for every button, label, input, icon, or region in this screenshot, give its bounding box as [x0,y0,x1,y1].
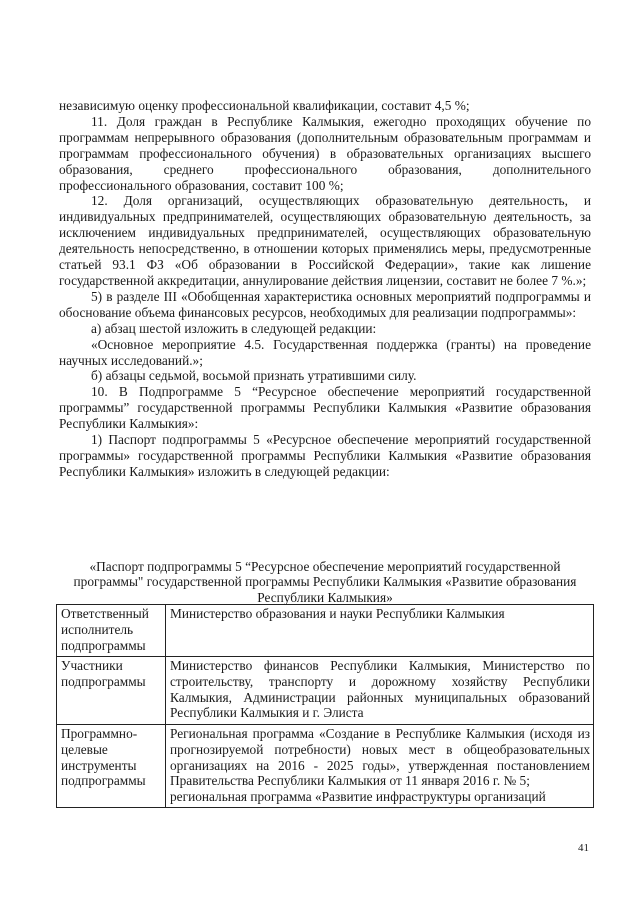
page-number: 41 [578,842,589,854]
paragraph-item-10: 10. В Подпрограмме 5 “Ресурсное обеспечение мероприятий государственной программы” государственной программы Республики Калмыкия «Развитие образования Республики Калмыкия»: [59,384,591,432]
table-row [57,656,594,724]
row-content [166,656,594,724]
row-label: Ответственный исполнитель подпрограммы [57,605,166,657]
passport-caption: «Паспорт подпрограммы 5 “Ресурсное обеспечение мероприятий государственной программы" государственной программы Республики Калмыкия «Развитие образования Республики Калмыкия» [73,559,577,605]
table-row [57,724,594,808]
paragraph-quote-4-5: «Основное мероприятие 4.5. Государственная поддержка (гранты) на проведение научных исследований.»; [59,336,591,368]
paragraph-item-12: 12. Доля организаций, осуществляющих образовательную деятельность, и индивидуальных предпринимателей, осуществляющих образовательную деятельность, за исключением индивидуальных предпринимателей, осуществляющих образовательную деятельность непосредственно, в отношении которых применялись меры, предусмотренные статьей 93.1 ФЗ «Об образовании в Российской Федерации», такие как лишение государственной аккредитации, аннулирование действия лицензии, составит не более 7 %.»; [59,193,591,288]
row-content [166,605,594,657]
paragraph-sub-a: а) абзац шестой изложить в следующей редакции: [91,320,377,336]
paragraph-section-iii: 5) в разделе III «Обобщенная характеристика основных мероприятий подпрограммы и обоснование объема финансовых ресурсов, необходимых для реализации подпрограммы»: [59,288,591,320]
paragraph-sub-b: б) абзацы седьмой, восьмой признать утратившими силу. [91,368,417,384]
row-content [166,724,594,808]
paragraph-1: независимую оценку профессиональной квалификации, составит 4,5 %; [59,98,470,113]
row-content-text: Министерство финансов Республики Калмыкия, Министерство по строительству, транспорту и дорожному хозяйству Республики Калмыкия, Администрации районных муниципальных образований Республики Калмыкия и г. Элиста [170,657,590,721]
body-text [59,98,591,480]
row-content-text: Региональная программа «Создание в Республике Калмыкия (исходя из прогнозируемой потребности) новых мест в общеобразовательных организациях на 2016 - 2025 годы», утвержденная постановлением Правительства Республики Калмыкия от 11 января 2016 г. № 5; [170,725,590,789]
paragraph-passport-intro: 1) Паспорт подпрограммы 5 «Ресурсное обеспечение мероприятий государственной программы» государственной программы Республики Калмыкия «Развитие образования Республики Калмыкия» изложить в следующей редакции: [59,432,591,479]
table-row [57,605,594,657]
paragraph-item-11: 11. Доля граждан в Республике Калмыкия, ежегодно проходящих обучение по программам непрерывного образования (дополнительным образовательным программам и программам профессионального обучения) в образовательных организациях высшего образования, среднего профессионального образования, дополнительного профессионального образования, составит 100 %; [59,113,591,193]
row-label: Программно-целевые инструменты подпрограммы [57,724,166,808]
row-content-text: Министерство образования и науки Республики Калмыкия [170,606,505,621]
passport-table [56,604,594,808]
row-label: Участники подпрограммы [57,656,166,724]
row-content-text: региональная программа «Развитие инфраструктуры организаций [170,789,546,805]
